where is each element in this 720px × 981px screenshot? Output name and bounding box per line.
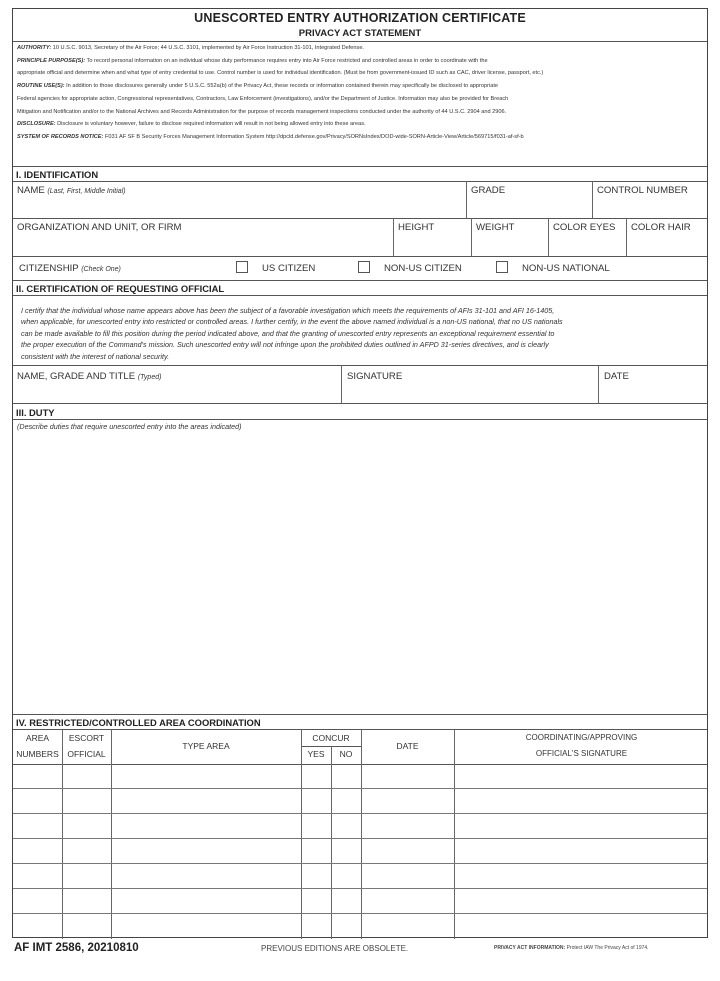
col-escort-header: OFFICIAL bbox=[67, 749, 106, 759]
section-certification-title: II. CERTIFICATION OF REQUESTING OFFICIAL bbox=[16, 283, 225, 294]
name-hint: (Last, First, Middle Initial) bbox=[47, 188, 126, 195]
duty-description-hint: (Describe duties that require unescorted entry into the areas indicated) bbox=[17, 422, 242, 431]
disclosure-label: DISCLOSURE: bbox=[17, 121, 56, 128]
purpose-label: PRINCIPLE PURPOSE(S): bbox=[17, 57, 86, 64]
coordination-row[interactable] bbox=[13, 814, 707, 839]
divider bbox=[13, 403, 707, 404]
routine-use-text: Federal agencies for appropriate action, Congressional representatives, Contractors, Law Enforcement (investigations), and/or the Department of Justice. Information may also be provided for Breach bbox=[17, 95, 509, 102]
authority-label: AUTHORITY: bbox=[17, 45, 52, 51]
weight-field[interactable]: WEIGHT bbox=[476, 222, 515, 233]
organization-field[interactable]: ORGANIZATION AND UNIT, OR FIRM bbox=[17, 222, 182, 233]
duty-description-area[interactable] bbox=[13, 433, 707, 713]
authority-text: 10 U.S.C. 9013, Secretary of the Air Force; 44 U.S.C. 3101, implemented by Air Force Instruction 31-101, Integrated Defense. bbox=[52, 45, 364, 51]
section-identification-title: I. IDENTIFICATION bbox=[16, 169, 99, 180]
form-identifier: AF IMT 2586, 20210810 bbox=[14, 942, 139, 954]
height-field[interactable]: HEIGHT bbox=[398, 222, 435, 233]
divider bbox=[13, 419, 707, 420]
section-duty-title: III. DUTY bbox=[16, 407, 55, 418]
divider bbox=[13, 365, 707, 366]
section-coordination-title: IV. RESTRICTED/CONTROLLED AREA COORDINATION bbox=[16, 717, 261, 728]
official-name-field[interactable]: NAME, GRADE AND TITLE (Typed) bbox=[17, 371, 162, 382]
routine-use-text: In addition to those disclosures generally under 5 U.S.C. 552a(b) of the Privacy Act, these records or information contained therein may specifically be disclosed to appropriate bbox=[66, 83, 498, 90]
divider bbox=[13, 729, 707, 730]
col-area-header: NUMBERS bbox=[16, 749, 59, 759]
col-escort-header: ESCORT bbox=[68, 733, 105, 743]
control-number-field[interactable]: CONTROL NUMBER bbox=[597, 185, 688, 196]
col-no-header: NO bbox=[339, 749, 353, 759]
divider bbox=[13, 714, 707, 715]
coordination-row[interactable] bbox=[13, 914, 707, 939]
coordination-row[interactable] bbox=[13, 839, 707, 864]
col-date-header: DATE bbox=[396, 741, 419, 751]
hair-color-field[interactable]: COLOR HAIR bbox=[631, 222, 691, 233]
routine-use-label: ROUTINE USE(S): bbox=[17, 83, 65, 90]
divider bbox=[13, 218, 707, 219]
citizenship-hint: (Check One) bbox=[81, 266, 121, 273]
col-type-area-header: TYPE AREA bbox=[182, 741, 230, 751]
coordination-row[interactable] bbox=[13, 864, 707, 889]
sorn-label: SYSTEM OF RECORDS NOTICE: bbox=[17, 133, 104, 140]
citizenship-label: CITIZENSHIP (Check One) bbox=[19, 263, 121, 274]
us-citizen-checkbox[interactable] bbox=[236, 261, 248, 273]
coordination-row[interactable] bbox=[13, 764, 707, 789]
privacy-act-heading: PRIVACY ACT STATEMENT bbox=[298, 28, 422, 39]
divider bbox=[13, 280, 707, 281]
disclosure-text: Disclosure is voluntary however, failure to disclose required information will result in not being allowed entry into these areas. bbox=[57, 121, 366, 128]
col-signature-header: OFFICIAL'S SIGNATURE bbox=[535, 749, 628, 758]
divider bbox=[13, 181, 707, 182]
coordination-row[interactable] bbox=[13, 889, 707, 914]
entry-authorization-form bbox=[12, 8, 708, 938]
official-signature-field[interactable]: SIGNATURE bbox=[347, 371, 403, 382]
obsolete-notice: PREVIOUS EDITIONS ARE OBSOLETE. bbox=[261, 944, 409, 953]
purpose-text: appropriate official and determine when and what type of entry credential to use. Control number is used for individual identification. (Must be from government-issued ID such as CAC, driver license, passport, etc.) bbox=[17, 70, 544, 77]
col-yes-header: YES bbox=[307, 749, 325, 759]
non-us-citizen-label: NON-US CITIZEN bbox=[384, 263, 462, 274]
name-label: NAME bbox=[17, 185, 45, 196]
routine-use-text: Mitigation and Notification and/or to the National Archives and Records Administration for the purpose of records management inspections conducted under the authority of 44 U.S.C. 2904 and 2906. bbox=[17, 108, 507, 115]
col-concur-header: CONCUR bbox=[312, 733, 350, 743]
non-us-citizen-checkbox[interactable] bbox=[358, 261, 370, 273]
form-title: UNESCORTED ENTRY AUTHORIZATION CERTIFICATE bbox=[194, 11, 526, 25]
eye-color-field[interactable]: COLOR EYES bbox=[553, 222, 616, 233]
privacy-act-statement bbox=[17, 42, 705, 144]
purpose-text: To record personal information on an individual whose duty performance requires entry into Air Force restricted and controlled areas in order to coordinate with the bbox=[86, 57, 488, 64]
col-area-header: AREA bbox=[25, 733, 50, 743]
divider bbox=[13, 166, 707, 167]
sorn-text: F031 AF SF B Security Forces Management Information System http://dpcld.defense.gov/Privacy/SORNsIndex/DOD-wide-SORN-Article-View/Article/569715/f031-af-sf-b bbox=[104, 133, 524, 140]
coordination-row[interactable] bbox=[13, 789, 707, 814]
divider bbox=[13, 256, 707, 257]
us-citizen-label: US CITIZEN bbox=[262, 263, 316, 274]
non-us-national-checkbox[interactable] bbox=[496, 261, 508, 273]
grade-field[interactable]: GRADE bbox=[471, 185, 506, 196]
divider bbox=[13, 295, 707, 296]
non-us-national-label: NON-US NATIONAL bbox=[522, 263, 610, 274]
privacy-act-information: PRIVACY ACT INFORMATION: Protect IAW The Privacy Act of 1974. bbox=[494, 945, 649, 951]
certification-statement: I certify that the individual whose name appears above has been the subject of a favorable investigation which meets the requirements of AFIs 31-101 and AFI 16-1405, when applicable, for unescorted entry into restricted or controlled areas. I further certify, in the event the above named individual is a non-US national, that no US nationals can be made available to fill this position during the period indicated above, and that the granting of unescorted entry represents an exceptional requirement essential to the proper execution of the Command's mission. Such unescorted entry will not infringe upon the prohibited duties outlined in AFPD 31-series directives, and is clearly consistent with the interest of national security. bbox=[21, 306, 563, 361]
col-signature-header: COORDINATING/APPROVING bbox=[525, 733, 638, 742]
certification-date-field[interactable]: DATE bbox=[604, 371, 629, 382]
official-name-hint: (Typed) bbox=[137, 374, 162, 381]
name-field[interactable] bbox=[17, 185, 126, 196]
